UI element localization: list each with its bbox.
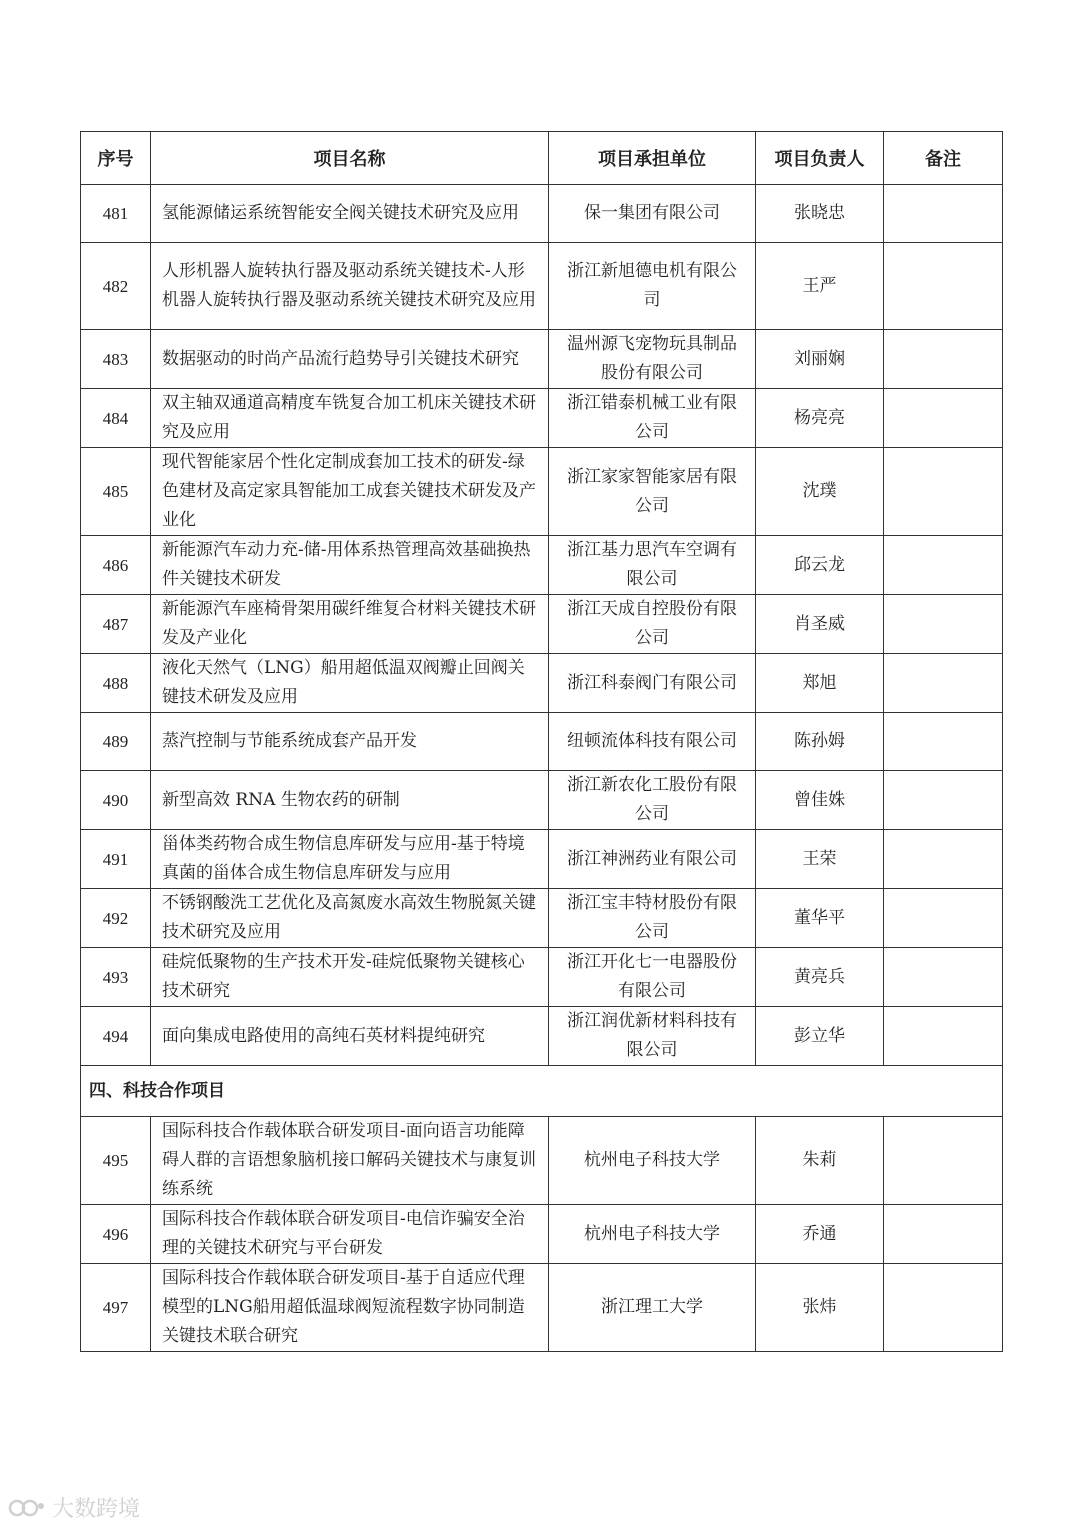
row-unit: 浙江家家智能家居有限公司: [549, 448, 756, 536]
table-row: [81, 654, 1003, 713]
table-header-row: [81, 132, 1003, 185]
row-unit: 温州源飞宠物玩具制品股份有限公司: [549, 330, 756, 389]
row-project-name: 硅烷低聚物的生产技术开发-硅烷低聚物关键核心技术研究: [151, 948, 549, 1007]
table-row: [81, 948, 1003, 1007]
row-unit: 浙江新旭德电机有限公司: [549, 243, 756, 330]
project-table: [80, 131, 1003, 1352]
table-row: [81, 889, 1003, 948]
table-row: [81, 448, 1003, 536]
row-remark: [884, 448, 1003, 536]
row-remark: [884, 654, 1003, 713]
table-row: [81, 185, 1003, 243]
row-remark: [884, 243, 1003, 330]
table-row: [81, 389, 1003, 448]
table-row: [81, 1117, 1003, 1205]
row-person: 刘丽娴: [756, 330, 884, 389]
row-remark: [884, 1007, 1003, 1066]
row-person: 朱莉: [756, 1117, 884, 1205]
table-row: [81, 830, 1003, 889]
row-remark: [884, 1205, 1003, 1264]
row-remark: [884, 330, 1003, 389]
row-no: 485: [81, 448, 151, 536]
row-no: 487: [81, 595, 151, 654]
header-person: 项目负责人: [756, 132, 884, 185]
watermark-text: 大数跨境: [52, 1497, 141, 1522]
row-project-name: 甾体类药物合成生物信息库研发与应用-基于特境真菌的甾体合成生物信息库研发与应用: [151, 830, 549, 889]
row-project-name: 液化天然气（LNG）船用超低温双阀瓣止回阀关键技术研发及应用: [151, 654, 549, 713]
row-no: 495: [81, 1117, 151, 1205]
table-row: [81, 536, 1003, 595]
row-remark: [884, 713, 1003, 771]
row-remark: [884, 889, 1003, 948]
row-no: 493: [81, 948, 151, 1007]
row-no: 482: [81, 243, 151, 330]
row-unit: 浙江润优新材料科技有限公司: [549, 1007, 756, 1066]
row-no: 497: [81, 1264, 151, 1352]
row-no: 490: [81, 771, 151, 830]
row-person: 曾佳姝: [756, 771, 884, 830]
row-remark: [884, 185, 1003, 243]
table-row: [81, 330, 1003, 389]
row-project-name: 现代智能家居个性化定制成套加工技术的研发-绿色建材及高定家具智能加工成套关键技术研发及产业化: [151, 448, 549, 536]
row-unit: 杭州电子科技大学: [549, 1117, 756, 1205]
row-person: 张炜: [756, 1264, 884, 1352]
row-unit: 纽顿流体科技有限公司: [549, 713, 756, 771]
section-row: [81, 1066, 1003, 1117]
section-title: 四、科技合作项目: [81, 1066, 1003, 1117]
row-person: 沈璞: [756, 448, 884, 536]
row-no: 484: [81, 389, 151, 448]
row-person: 黄亮兵: [756, 948, 884, 1007]
row-no: 489: [81, 713, 151, 771]
row-project-name: 国际科技合作载体联合研发项目-面向语言功能障碍人群的言语想象脑机接口解码关键技术与康复训练系统: [151, 1117, 549, 1205]
row-unit: 浙江神洲药业有限公司: [549, 830, 756, 889]
row-person: 董华平: [756, 889, 884, 948]
row-unit: 保一集团有限公司: [549, 185, 756, 243]
row-person: 彭立华: [756, 1007, 884, 1066]
row-project-name: 面向集成电路使用的高纯石英材料提纯研究: [151, 1007, 549, 1066]
row-project-name: 数据驱动的时尚产品流行趋势导引关键技术研究: [151, 330, 549, 389]
table-row: [81, 595, 1003, 654]
row-person: 肖圣威: [756, 595, 884, 654]
row-no: 491: [81, 830, 151, 889]
project-table-container: [80, 131, 1002, 1352]
row-project-name: 氢能源储运系统智能安全阀关键技术研究及应用: [151, 185, 549, 243]
row-person: 乔通: [756, 1205, 884, 1264]
row-unit: 浙江新农化工股份有限公司: [549, 771, 756, 830]
row-project-name: 新能源汽车动力充-储-用体系热管理高效基础换热件关键技术研发: [151, 536, 549, 595]
row-remark: [884, 389, 1003, 448]
row-project-name: 蒸汽控制与节能系统成套产品开发: [151, 713, 549, 771]
row-person: 杨亮亮: [756, 389, 884, 448]
row-unit: 浙江理工大学: [549, 1264, 756, 1352]
row-project-name: 新能源汽车座椅骨架用碳纤维复合材料关键技术研发及产业化: [151, 595, 549, 654]
row-no: 496: [81, 1205, 151, 1264]
row-remark: [884, 1264, 1003, 1352]
row-remark: [884, 771, 1003, 830]
row-no: 483: [81, 330, 151, 389]
row-unit: 浙江科泰阀门有限公司: [549, 654, 756, 713]
row-person: 王荣: [756, 830, 884, 889]
row-no: 492: [81, 889, 151, 948]
row-person: 张晓忠: [756, 185, 884, 243]
table-row: [81, 1205, 1003, 1264]
row-remark: [884, 830, 1003, 889]
header-project-name: 项目名称: [151, 132, 549, 185]
table-row: [81, 713, 1003, 771]
row-unit: 浙江开化七一电器股份有限公司: [549, 948, 756, 1007]
row-person: 邱云龙: [756, 536, 884, 595]
row-remark: [884, 948, 1003, 1007]
header-no: 序号: [81, 132, 151, 185]
row-person: 王严: [756, 243, 884, 330]
row-no: 494: [81, 1007, 151, 1066]
row-project-name: 不锈钢酸洗工艺优化及高氮废水高效生物脱氮关键技术研究及应用: [151, 889, 549, 948]
header-remark: 备注: [884, 132, 1003, 185]
row-project-name: 双主轴双通道高精度车铣复合加工机床关键技术研究及应用: [151, 389, 549, 448]
row-unit: 杭州电子科技大学: [549, 1205, 756, 1264]
row-unit: 浙江宝丰特材股份有限公司: [549, 889, 756, 948]
table-row: [81, 243, 1003, 330]
row-person: 郑旭: [756, 654, 884, 713]
table-row: [81, 1007, 1003, 1066]
row-remark: [884, 595, 1003, 654]
row-no: 486: [81, 536, 151, 595]
row-unit: 浙江基力思汽车空调有限公司: [549, 536, 756, 595]
row-project-name: 人形机器人旋转执行器及驱动系统关键技术-人形机器人旋转执行器及驱动系统关键技术研究及应用: [151, 243, 549, 330]
table-row: [81, 1264, 1003, 1352]
watermark-logo-icon: [8, 1497, 48, 1519]
row-remark: [884, 1117, 1003, 1205]
row-project-name: 国际科技合作载体联合研发项目-电信诈骗安全治理的关键技术研究与平台研发: [151, 1205, 549, 1264]
row-no: 488: [81, 654, 151, 713]
row-unit: 浙江天成自控股份有限公司: [549, 595, 756, 654]
row-no: 481: [81, 185, 151, 243]
row-person: 陈孙姆: [756, 713, 884, 771]
row-unit: 浙江错泰机械工业有限公司: [549, 389, 756, 448]
row-project-name: 国际科技合作载体联合研发项目-基于自适应代理模型的LNG船用超低温球阀短流程数字协同制造关键技术联合研究: [151, 1264, 549, 1352]
row-remark: [884, 536, 1003, 595]
watermark: [8, 1492, 140, 1523]
table-row: [81, 771, 1003, 830]
header-unit: 项目承担单位: [549, 132, 756, 185]
row-project-name: 新型高效 RNA 生物农药的研制: [151, 771, 549, 830]
